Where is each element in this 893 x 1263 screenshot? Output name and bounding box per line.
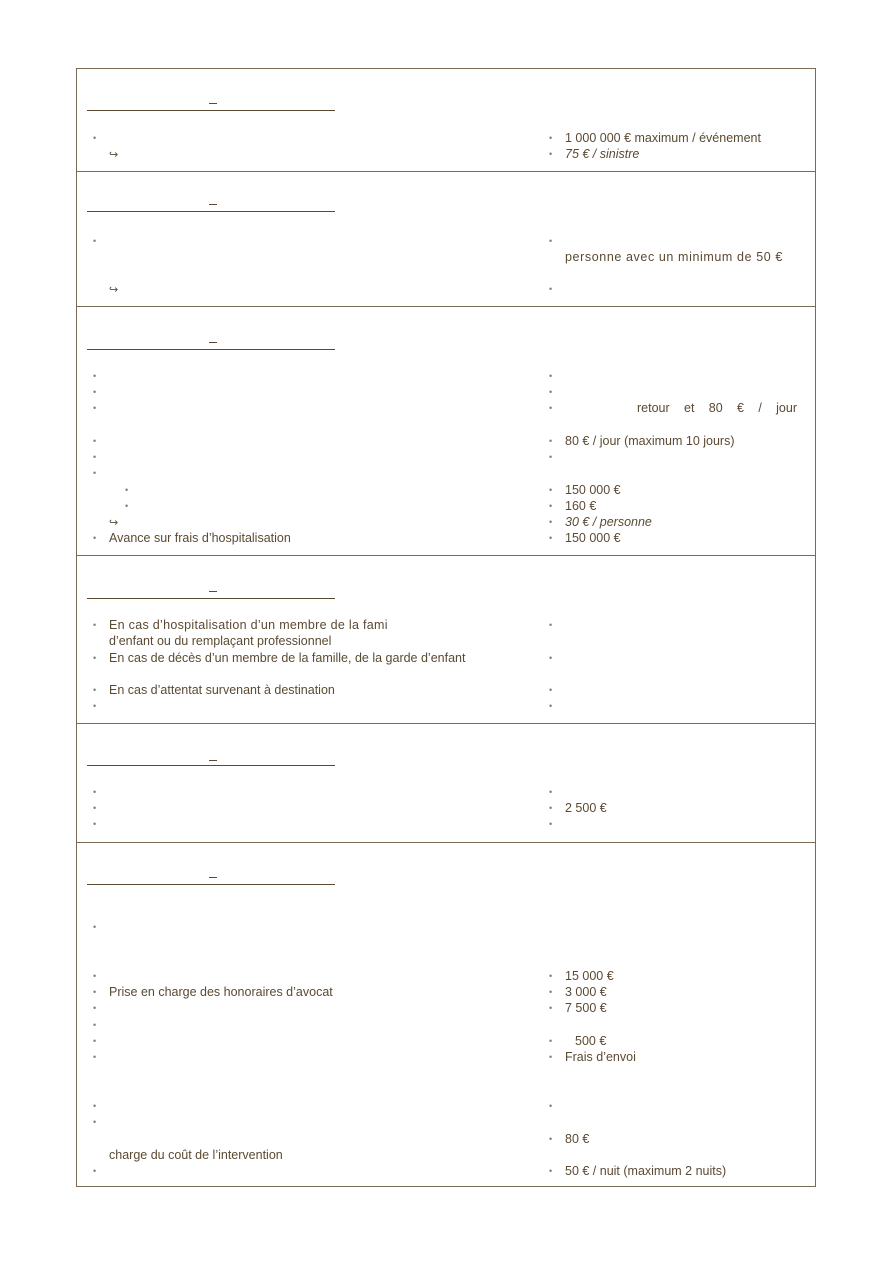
right-item: [549, 817, 565, 831]
bullet-icon: •: [549, 971, 553, 981]
bullet-icon: •: [549, 1101, 553, 1111]
bullet-icon: •: [93, 1117, 97, 1127]
right-item: [549, 1034, 606, 1048]
bullet-icon: •: [93, 468, 97, 478]
bullet-icon: •: [549, 533, 553, 543]
right-item: [549, 651, 565, 665]
word: jour: [776, 401, 797, 415]
bullet-icon: •: [93, 685, 97, 695]
bullet-icon: •: [549, 436, 553, 446]
left-item: [93, 1115, 109, 1129]
header-dash: [209, 760, 217, 761]
right-item: [549, 131, 761, 145]
daily-limit: 80 € / jour (maximum 10 jours): [565, 434, 735, 448]
hospitalisation-label-cont: d’enfant ou du remplaçant professionnel: [109, 634, 332, 648]
right-item: [549, 1099, 565, 1113]
limit-value: 7 500 €: [565, 1001, 607, 1015]
right-item: [549, 969, 614, 983]
left-item: [93, 920, 109, 934]
section-1: [77, 69, 815, 172]
nightly-limit: 50 € / nuit (maximum 2 nuits): [565, 1164, 727, 1178]
intervention-label: charge du coût de l’intervention: [109, 1148, 283, 1162]
bullet-icon: •: [93, 1020, 97, 1030]
bullet-icon: •: [93, 1052, 97, 1062]
limit-value: 3 000 €: [565, 985, 607, 999]
bullet-icon: •: [93, 653, 97, 663]
limit-value: 80 €: [565, 1132, 590, 1146]
right-item: [549, 985, 607, 999]
section-header-rule: [87, 598, 335, 599]
bullet-icon: •: [93, 787, 97, 797]
right-item: [549, 369, 565, 383]
header-dash: [209, 877, 217, 878]
header-dash: [209, 103, 217, 104]
left-item: [93, 1001, 109, 1015]
bullet-icon: •: [93, 236, 97, 246]
bullet-icon: •: [549, 485, 553, 495]
bullet-icon: •: [549, 787, 553, 797]
right-item: [549, 618, 565, 632]
section-5: [77, 724, 815, 843]
bullet-icon: •: [549, 1052, 553, 1062]
bullet-icon: •: [549, 387, 553, 397]
right-item: [549, 1164, 726, 1178]
bullet-icon: •: [549, 620, 553, 630]
header-dash: [209, 591, 217, 592]
word: /: [758, 401, 762, 415]
section-4: [77, 556, 815, 724]
left-item: [93, 618, 388, 632]
right-item: [549, 1132, 589, 1146]
bullet-icon: •: [549, 284, 553, 294]
right-item: [549, 385, 565, 399]
section-3: [77, 307, 815, 556]
left-item: [93, 985, 333, 999]
deductible-value: 75 € / sinistre: [565, 147, 640, 161]
arrow-icon: ↪: [109, 149, 119, 161]
section-header-rule: [87, 349, 335, 350]
bullet-icon: •: [93, 819, 97, 829]
bullet-icon: •: [549, 819, 553, 829]
left-item: [93, 1018, 109, 1032]
bullet-icon: •: [549, 236, 553, 246]
right-item: [549, 683, 565, 697]
left-item: [93, 817, 109, 831]
limit-value: 500 €: [575, 1034, 607, 1048]
right-item: [549, 434, 735, 448]
justified-text: [637, 401, 797, 415]
bullet-icon: •: [549, 501, 553, 511]
bullet-icon: •: [549, 149, 553, 159]
deces-label: En cas de décès d’un membre de la famille, de la garde d’enfant: [109, 651, 466, 665]
bullet-icon: •: [125, 501, 129, 511]
right-item: [549, 785, 565, 799]
guarantee-table: [76, 68, 816, 1187]
left-item: [93, 450, 109, 464]
bullet-icon: •: [549, 685, 553, 695]
left-item: [93, 369, 109, 383]
word: et: [684, 401, 695, 415]
per-person-value: 30 € / personne: [565, 515, 652, 529]
bullet-icon: •: [93, 1003, 97, 1013]
attentat-label: En cas d’attentat survenant à destination: [109, 683, 335, 697]
left-item: [93, 785, 109, 799]
limit-value: 160 €: [565, 499, 597, 513]
left-item-continuation: [93, 1148, 283, 1162]
bullet-icon: •: [549, 1166, 553, 1176]
bullet-icon: •: [93, 133, 97, 143]
arrow-icon: ↪: [109, 517, 119, 529]
right-item: [549, 147, 639, 161]
right-item-continuation: [549, 250, 783, 264]
bullet-icon: •: [549, 653, 553, 663]
bullet-icon: •: [93, 1166, 97, 1176]
bullet-icon: •: [93, 452, 97, 462]
minimum-value: personne avec un minimum de 50 €: [565, 250, 783, 264]
left-item: [93, 434, 109, 448]
bullet-icon: •: [125, 485, 129, 495]
limit-value: 150 000 €: [565, 531, 621, 545]
right-item: [549, 234, 565, 248]
word: retour: [637, 401, 670, 415]
left-item: [93, 1050, 109, 1064]
right-item: [549, 531, 621, 545]
right-item: [549, 483, 621, 497]
left-item-continuation: [93, 634, 331, 648]
left-subitem: [93, 147, 118, 162]
left-item: [93, 1099, 109, 1113]
section-header-rule: [87, 765, 335, 766]
limit-value: 150 000 €: [565, 483, 621, 497]
bullet-icon: •: [549, 1036, 553, 1046]
left-item: [93, 969, 109, 983]
word: 80: [708, 401, 723, 415]
left-item: [93, 401, 109, 415]
bullet-icon: •: [93, 987, 97, 997]
shipping-costs: Frais d’envoi: [565, 1050, 636, 1064]
left-item: [93, 651, 465, 665]
right-item: [549, 450, 565, 464]
right-item: [549, 801, 607, 815]
right-item: [549, 499, 596, 513]
bullet-icon: •: [93, 1036, 97, 1046]
left-subbullet: [125, 483, 141, 497]
bullet-icon: •: [93, 803, 97, 813]
right-item: [549, 1001, 607, 1015]
bullet-icon: •: [93, 701, 97, 711]
right-item: [549, 515, 652, 529]
header-dash: [209, 342, 217, 343]
left-item: [93, 1034, 109, 1048]
bullet-icon: •: [93, 436, 97, 446]
section-header-rule: [87, 211, 335, 212]
bullet-icon: •: [549, 517, 553, 527]
bullet-icon: •: [93, 1101, 97, 1111]
bullet-icon: •: [93, 371, 97, 381]
section-header-rule: [87, 110, 335, 111]
right-item: [549, 401, 797, 415]
bullet-icon: •: [93, 620, 97, 630]
right-item: [549, 282, 565, 296]
bullet-icon: •: [549, 452, 553, 462]
left-item: [93, 385, 109, 399]
limit-value: 1 000 000 € maximum / événement: [565, 131, 761, 145]
bullet-icon: •: [549, 701, 553, 711]
right-item: [549, 699, 565, 713]
hospital-advance-label: Avance sur frais d’hospitalisation: [109, 531, 291, 545]
bullet-icon: •: [549, 987, 553, 997]
bullet-icon: •: [93, 533, 97, 543]
bullet-icon: •: [93, 403, 97, 413]
limit-value: 2 500 €: [565, 801, 607, 815]
bullet-icon: •: [549, 371, 553, 381]
arrow-icon: ↪: [109, 284, 119, 296]
left-item: [93, 531, 291, 545]
left-subitem: [93, 282, 118, 297]
word: €: [737, 401, 744, 415]
left-item: [93, 683, 335, 697]
bullet-icon: •: [93, 971, 97, 981]
hospitalisation-label: En cas d’hospitalisation d’un membre de la fami: [109, 618, 388, 632]
limit-value: 15 000 €: [565, 969, 614, 983]
left-item: [93, 131, 109, 145]
avocat-label: Prise en charge des honoraires d’avocat: [109, 985, 333, 999]
section-2: [77, 172, 815, 307]
left-item: [93, 699, 109, 713]
right-item: [549, 1050, 636, 1064]
bullet-icon: •: [549, 133, 553, 143]
section-header-rule: [87, 884, 335, 885]
left-item: [93, 1164, 109, 1178]
header-dash: [209, 204, 217, 205]
bullet-icon: •: [549, 1003, 553, 1013]
left-subitem: [93, 515, 118, 530]
bullet-icon: •: [549, 403, 553, 413]
left-item: [93, 466, 109, 480]
bullet-icon: •: [549, 1134, 553, 1144]
bullet-icon: •: [93, 922, 97, 932]
left-item: [93, 234, 109, 248]
bullet-icon: •: [93, 387, 97, 397]
section-6: [77, 843, 815, 1188]
bullet-icon: •: [549, 803, 553, 813]
left-subbullet: [125, 499, 141, 513]
left-item: [93, 801, 109, 815]
